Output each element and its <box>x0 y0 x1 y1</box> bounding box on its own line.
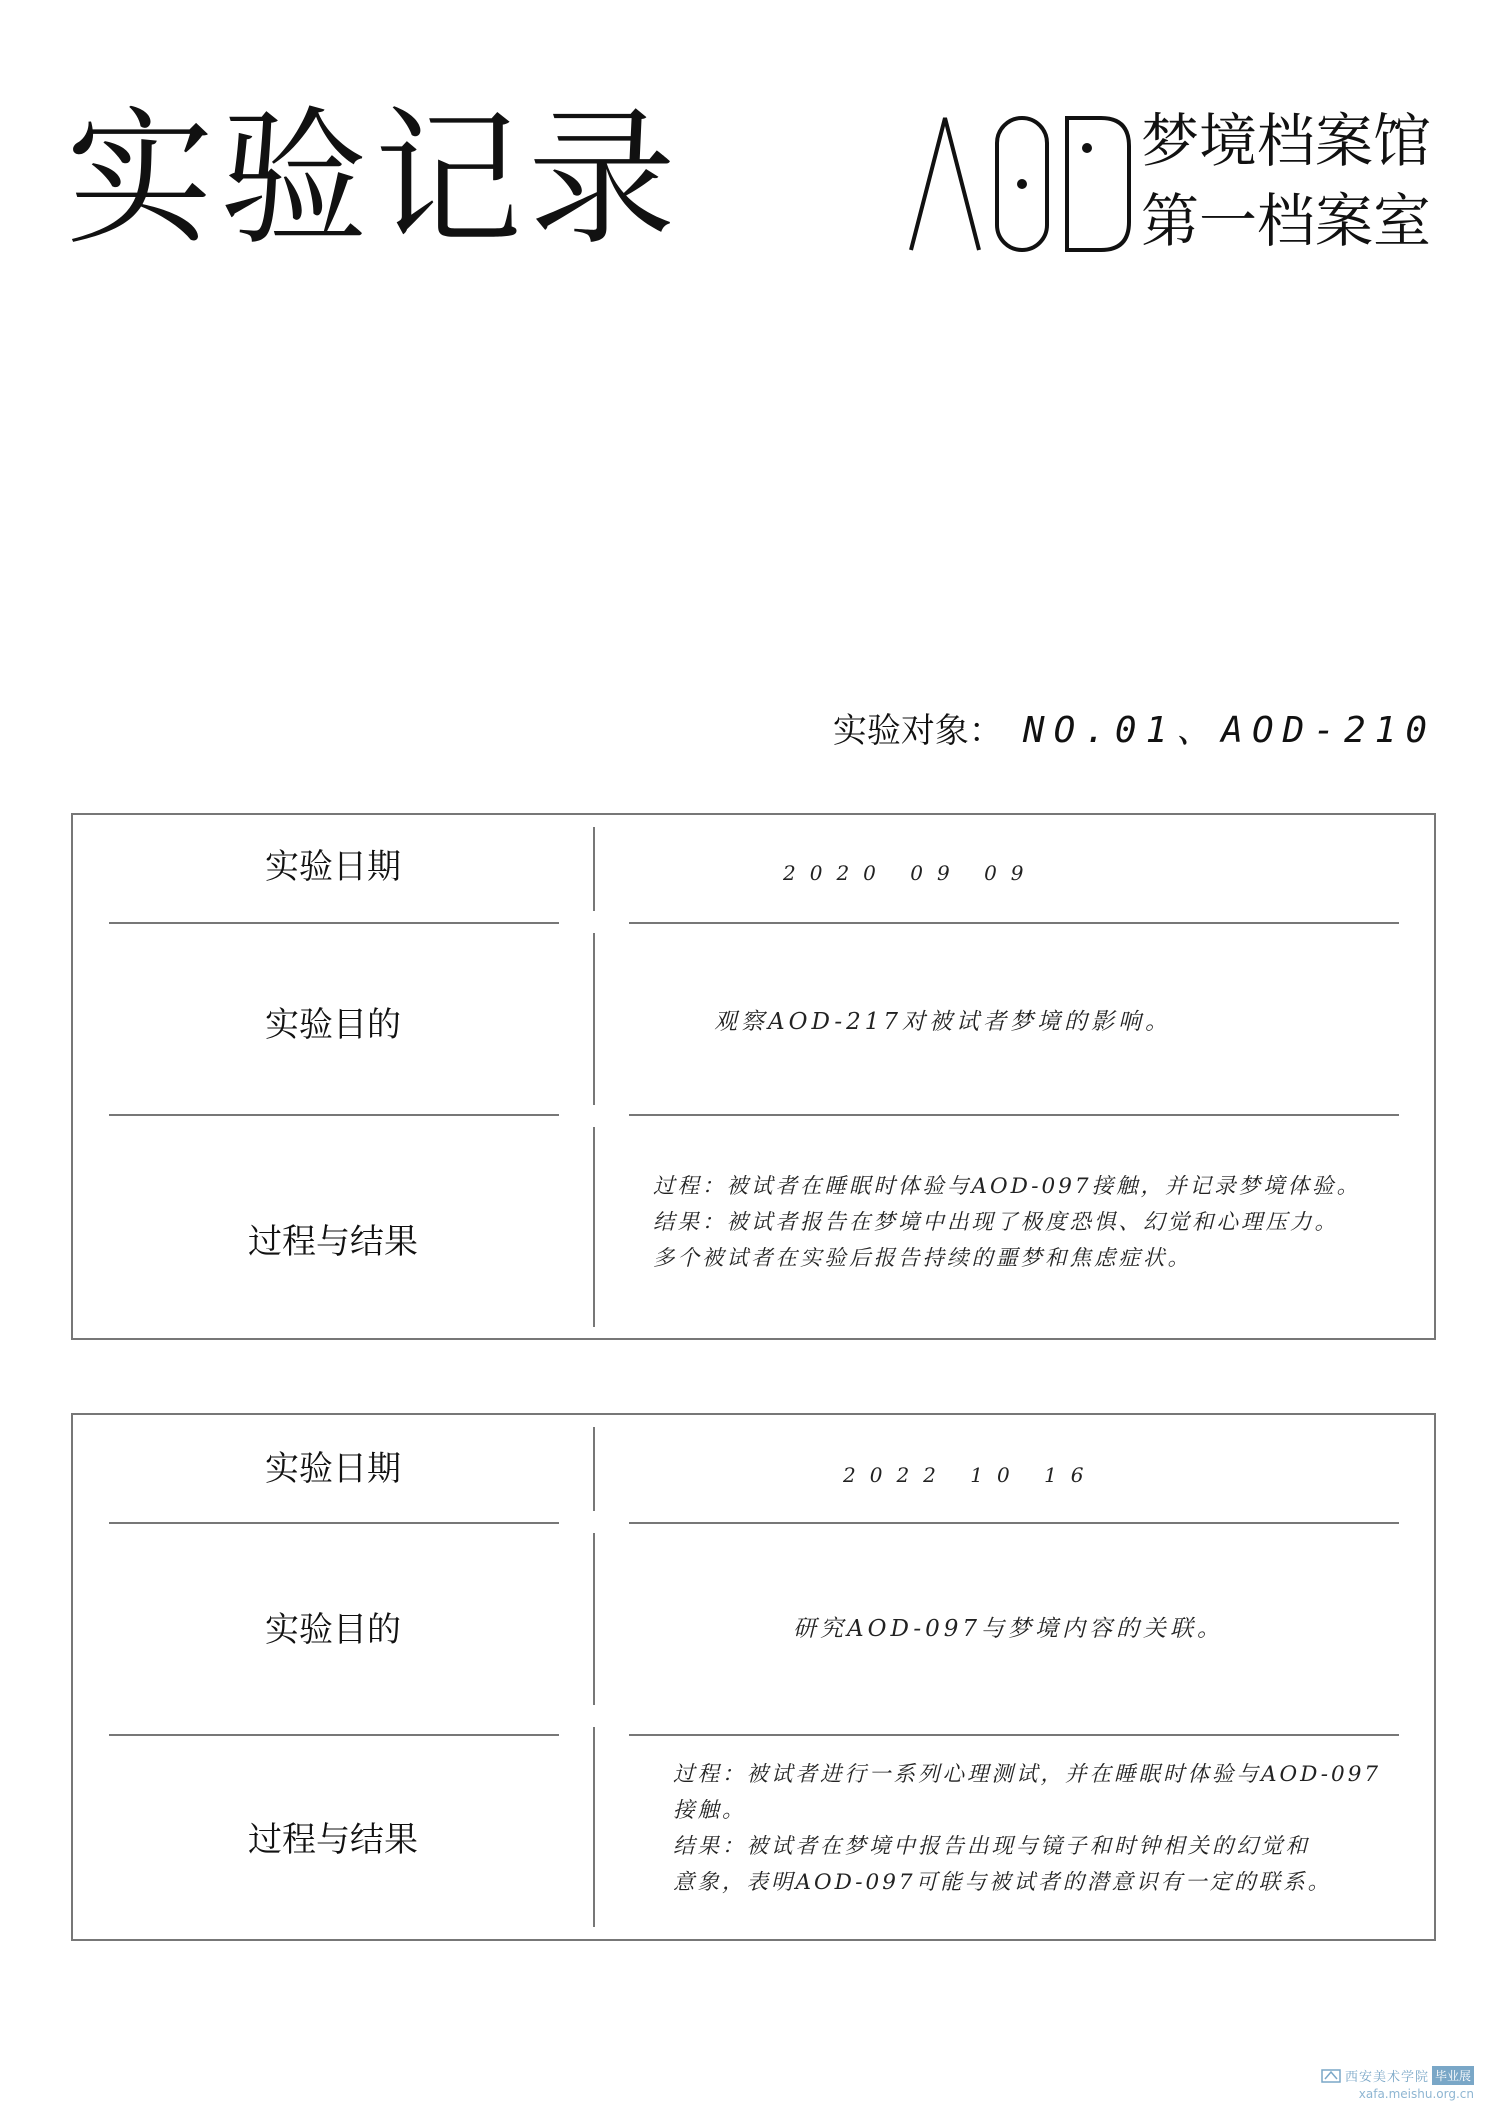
row-divider <box>629 922 1399 924</box>
record-card-2 <box>71 1413 1436 1941</box>
process-result-label: 过程与结果 <box>248 1222 418 1262</box>
watermark <box>1321 2066 1474 2101</box>
row-divider <box>629 1522 1399 1524</box>
process-line: 意象，表明AOD-097可能与被试者的潜意识有一定的联系。 <box>673 1870 1333 1895</box>
subject-label: 实验对象： <box>832 711 1003 751</box>
purpose-label: 实验目的 <box>265 1005 401 1045</box>
column-divider <box>593 1127 595 1327</box>
experiment-subject <box>833 702 1436 753</box>
row-divider <box>109 1114 559 1116</box>
row-divider <box>109 1734 559 1736</box>
watermark-url: xafa.meishu.org.cn <box>1358 2087 1474 2101</box>
column-divider <box>593 933 595 1105</box>
purpose-value: 研究AOD-097与梦境内容的关联。 <box>793 1616 1225 1642</box>
date-label: 实验日期 <box>265 1449 401 1489</box>
row-divider <box>109 922 559 924</box>
logo-line-archive: 梦境档案馆 <box>1141 107 1432 175</box>
process-line: 结果：被试者报告在梦境中出现了极度恐惧、幻觉和心理压力。 <box>653 1210 1340 1235</box>
process-line: 过程：被试者进行一系列心理测试，并在睡眠时体验与AOD-097 <box>673 1762 1382 1787</box>
row-divider <box>109 1522 559 1524</box>
column-divider <box>593 1727 595 1927</box>
column-divider <box>593 1533 595 1705</box>
purpose-label: 实验目的 <box>265 1610 401 1650</box>
aod-logo-icon <box>905 108 1137 258</box>
column-divider <box>593 1427 595 1511</box>
process-result-text <box>673 1757 1381 1901</box>
process-result-label: 过程与结果 <box>248 1820 418 1860</box>
date-value: 2022 10 16 <box>843 1463 1098 1487</box>
process-result-text <box>653 1169 1361 1277</box>
watermark-school: 西安美术学院 <box>1344 2070 1429 2085</box>
column-divider <box>593 827 595 911</box>
date-label: 实验日期 <box>265 847 401 887</box>
process-line: 过程：被试者在睡眠时体验与AOD-097接触，并记录梦境体验。 <box>653 1174 1362 1199</box>
record-card-1 <box>71 813 1436 1340</box>
watermark-tag: 毕业展 <box>1432 2066 1474 2085</box>
purpose-value: 观察AOD-217对被试者梦境的影响。 <box>714 1009 1173 1035</box>
process-line: 接触。 <box>673 1798 747 1823</box>
logo-line-room: 第一档案室 <box>1141 187 1432 255</box>
process-line: 多个被试者在实验后报告持续的噩梦和焦虑症状。 <box>653 1246 1193 1271</box>
process-line: 结果：被试者在梦境中报告出现与镜子和时钟相关的幻觉和 <box>673 1834 1311 1859</box>
row-divider <box>629 1734 1399 1736</box>
school-emblem-icon <box>1321 2069 1341 2083</box>
date-value: 2020 09 09 <box>783 861 1038 885</box>
subject-value: NO.01、AOD-210 <box>1022 710 1436 751</box>
page-title: 实验记录 <box>66 93 682 265</box>
row-divider <box>629 1114 1399 1116</box>
